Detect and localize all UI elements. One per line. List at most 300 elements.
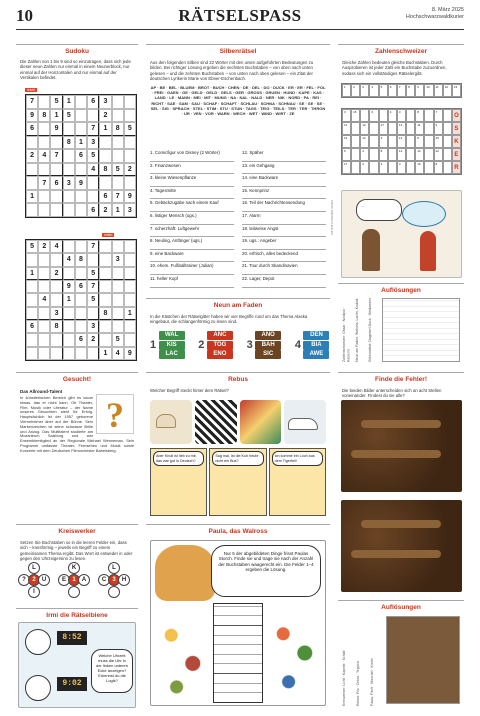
- zahlen-cell[interactable]: [406, 135, 415, 148]
- kreis-circles[interactable]: [18, 562, 136, 602]
- sudoku-cell[interactable]: 1: [75, 136, 87, 150]
- sudoku-cell[interactable]: [75, 109, 87, 123]
- sudoku-grid-medium[interactable]: [25, 239, 137, 361]
- sudoku-cell[interactable]: 9: [63, 280, 75, 293]
- sudoku-grid-easy[interactable]: [25, 94, 137, 218]
- sudoku-cell[interactable]: 1: [26, 267, 38, 280]
- sudoku-cell[interactable]: [38, 253, 50, 266]
- zahlen-key-cell[interactable]: [424, 84, 433, 97]
- sudoku-cell[interactable]: [112, 109, 124, 123]
- sudoku-cell[interactable]: 4: [38, 293, 50, 306]
- sudoku-cell[interactable]: 4: [63, 253, 75, 266]
- sudoku-cell[interactable]: [75, 307, 87, 320]
- kreis-circle[interactable]: [108, 586, 120, 598]
- sudoku-cell[interactable]: [63, 203, 75, 217]
- sudoku-cell[interactable]: [87, 307, 99, 320]
- faden-puzzle[interactable]: [247, 328, 282, 362]
- sudoku-cell[interactable]: [38, 280, 50, 293]
- sudoku-cell[interactable]: [63, 240, 75, 253]
- sudoku-cell[interactable]: 4: [112, 347, 124, 360]
- paula-answer-grid[interactable]: [213, 603, 263, 703]
- sudoku-cell[interactable]: [124, 176, 136, 190]
- faden-tile[interactable]: BIA: [303, 341, 329, 350]
- sudoku-cell[interactable]: [99, 253, 111, 266]
- zahlen-cell[interactable]: [424, 109, 433, 122]
- sudoku-cell[interactable]: 6: [87, 95, 99, 109]
- sudoku-cell[interactable]: 6: [26, 320, 38, 333]
- silben-clue-row[interactable]: 19. ugs.: Angeber: [242, 237, 326, 250]
- sudoku-cell[interactable]: 3: [50, 307, 62, 320]
- sudoku-cell[interactable]: 7: [50, 149, 62, 163]
- zahlen-cell[interactable]: [415, 161, 424, 174]
- sudoku-cell[interactable]: [50, 293, 62, 306]
- sudoku-cell[interactable]: [50, 333, 62, 346]
- kreis-circle[interactable]: C: [98, 574, 110, 586]
- zahlen-key-cell[interactable]: [415, 84, 424, 97]
- sudoku-cell[interactable]: 7: [26, 95, 38, 109]
- faden-tile[interactable]: ANO: [255, 331, 281, 340]
- sudoku-cell[interactable]: [26, 293, 38, 306]
- zahlen-cell[interactable]: [360, 135, 369, 148]
- sudoku-cell[interactable]: [112, 136, 124, 150]
- zahlen-cell[interactable]: [452, 122, 461, 135]
- zahlen-cell[interactable]: [397, 148, 406, 161]
- zahlen-key-cell[interactable]: [443, 84, 452, 97]
- sudoku-cell[interactable]: 5: [87, 149, 99, 163]
- sudoku-cell[interactable]: [75, 267, 87, 280]
- zahlen-key-cell[interactable]: [360, 84, 369, 97]
- sudoku-cell[interactable]: [75, 122, 87, 136]
- zahlen-key-cell[interactable]: [379, 84, 388, 97]
- kreis-circle[interactable]: L: [28, 562, 40, 574]
- sudoku-cell[interactable]: 7: [38, 176, 50, 190]
- sudoku-cell[interactable]: [99, 240, 111, 253]
- zahlen-cell[interactable]: [342, 135, 351, 148]
- silben-clue-row[interactable]: 18. teilweise Angst: [242, 225, 326, 238]
- kreis-circle[interactable]: ?: [18, 574, 30, 586]
- sudoku-cell[interactable]: 3: [87, 136, 99, 150]
- sudoku-cell[interactable]: [38, 267, 50, 280]
- sudoku-cell[interactable]: [50, 347, 62, 360]
- sudoku-cell[interactable]: [38, 190, 50, 204]
- faden-tile[interactable]: ENO: [207, 350, 233, 359]
- zahlen-cell[interactable]: [369, 135, 378, 148]
- sudoku-cell[interactable]: [124, 95, 136, 109]
- sudoku-cell[interactable]: [99, 320, 111, 333]
- zahlen-cell[interactable]: [388, 161, 397, 174]
- sudoku-cell[interactable]: 6: [99, 190, 111, 204]
- faden-tile[interactable]: LAC: [159, 350, 185, 359]
- silben-clue-row[interactable]: 7. scherzhaft: Luftgewehr: [150, 225, 234, 238]
- zahlen-cell[interactable]: [369, 109, 378, 122]
- sudoku-cell[interactable]: [50, 163, 62, 177]
- zahlen-cell[interactable]: [434, 135, 443, 148]
- kreis-circle[interactable]: 1: [68, 574, 80, 586]
- sudoku-cell[interactable]: 5: [112, 333, 124, 346]
- silben-clue-row[interactable]: 17. Alarm: [242, 212, 326, 225]
- sudoku-cell[interactable]: [75, 240, 87, 253]
- zahlen-cell[interactable]: [351, 161, 360, 174]
- silben-clue-row[interactable]: 1. Comicfigur von Disney (2 Wörter): [150, 149, 234, 162]
- sudoku-cell[interactable]: [75, 293, 87, 306]
- sudoku-cell[interactable]: [26, 307, 38, 320]
- sudoku-cell[interactable]: 9: [50, 122, 62, 136]
- sudoku-cell[interactable]: 1: [63, 95, 75, 109]
- kreis-circle[interactable]: U: [38, 574, 50, 586]
- zahlen-cell[interactable]: [424, 135, 433, 148]
- sudoku-cell[interactable]: 6: [26, 122, 38, 136]
- sudoku-cell[interactable]: 2: [50, 267, 62, 280]
- sudoku-cell[interactable]: [26, 176, 38, 190]
- sudoku-cell[interactable]: [124, 293, 136, 306]
- faden-tile[interactable]: AWE: [303, 350, 329, 359]
- sudoku-cell[interactable]: [112, 240, 124, 253]
- sudoku-cell[interactable]: [124, 240, 136, 253]
- silben-clue-row[interactable]: 22. Lager, Depot: [242, 275, 326, 288]
- sudoku-cell[interactable]: 4: [50, 240, 62, 253]
- sudoku-cell[interactable]: [63, 149, 75, 163]
- faden-tile[interactable]: BAH: [255, 341, 281, 350]
- zahlen-cell[interactable]: [342, 122, 351, 135]
- silben-clue-row[interactable]: 5. Gebäckzugabe nach einem Kauf: [150, 199, 234, 212]
- zahlen-cell[interactable]: [351, 135, 360, 148]
- sudoku-cell[interactable]: [99, 333, 111, 346]
- sudoku-cell[interactable]: [38, 333, 50, 346]
- sudoku-cell[interactable]: 7: [87, 240, 99, 253]
- zahlen-cell[interactable]: [452, 135, 461, 148]
- zahlen-cell[interactable]: [424, 148, 433, 161]
- faden-tile[interactable]: WAL: [159, 331, 185, 340]
- sudoku-cell[interactable]: [112, 320, 124, 333]
- sudoku-cell[interactable]: [63, 163, 75, 177]
- sudoku-cell[interactable]: [26, 203, 38, 217]
- silben-clue-row[interactable]: 9. eine Backware: [150, 250, 234, 263]
- sudoku-cell[interactable]: [112, 280, 124, 293]
- sudoku-cell[interactable]: [124, 253, 136, 266]
- zahlen-key-cell[interactable]: [369, 84, 378, 97]
- sudoku-cell[interactable]: [99, 267, 111, 280]
- sudoku-cell[interactable]: [87, 347, 99, 360]
- sudoku-cell[interactable]: 5: [50, 95, 62, 109]
- zahlen-cell[interactable]: [406, 109, 415, 122]
- sudoku-cell[interactable]: 3: [124, 203, 136, 217]
- sudoku-cell[interactable]: 9: [124, 190, 136, 204]
- sudoku-cell[interactable]: [63, 347, 75, 360]
- sudoku-cell[interactable]: 8: [99, 307, 111, 320]
- zahlen-cell[interactable]: [424, 122, 433, 135]
- zahlen-key-cell[interactable]: [351, 84, 360, 97]
- sudoku-cell[interactable]: 8: [112, 122, 124, 136]
- sudoku-cell[interactable]: [124, 280, 136, 293]
- silben-clue-row[interactable]: 12. Späher: [242, 149, 326, 162]
- sudoku-cell[interactable]: 2: [124, 163, 136, 177]
- sudoku-cell[interactable]: 7: [87, 122, 99, 136]
- silben-clue-row[interactable]: 13. ein Gehgang: [242, 162, 326, 175]
- sudoku-cell[interactable]: 7: [112, 190, 124, 204]
- silben-clue-row[interactable]: 10. ehem. Fußballtrainer (Julian): [150, 262, 234, 275]
- sudoku-cell[interactable]: 6: [75, 333, 87, 346]
- zahlen-cell[interactable]: [452, 161, 461, 174]
- zahlen-cell[interactable]: [360, 122, 369, 135]
- sudoku-cell[interactable]: [50, 190, 62, 204]
- sudoku-cell[interactable]: 1: [26, 190, 38, 204]
- zahlen-cell[interactable]: [434, 122, 443, 135]
- sudoku-cell[interactable]: [38, 320, 50, 333]
- zahlen-cell[interactable]: [452, 148, 461, 161]
- zahlen-cell[interactable]: [342, 161, 351, 174]
- sudoku-cell[interactable]: [38, 95, 50, 109]
- sudoku-cell[interactable]: 1: [50, 109, 62, 123]
- sudoku-cell[interactable]: [50, 280, 62, 293]
- sudoku-cell[interactable]: 1: [99, 347, 111, 360]
- silben-clue-row[interactable]: 21. Tour durch Skandinavien: [242, 262, 326, 275]
- zahlen-cell[interactable]: [369, 148, 378, 161]
- sudoku-cell[interactable]: [75, 190, 87, 204]
- sudoku-cell[interactable]: 5: [112, 163, 124, 177]
- zahlen-cell[interactable]: [342, 148, 351, 161]
- sudoku-cell[interactable]: [99, 149, 111, 163]
- sudoku-cell[interactable]: 8: [38, 109, 50, 123]
- sudoku-cell[interactable]: [26, 333, 38, 346]
- sudoku-cell[interactable]: 8: [75, 253, 87, 266]
- sudoku-cell[interactable]: [124, 320, 136, 333]
- silben-clue-row[interactable]: 3. kleine Wiesenpflanze: [150, 174, 234, 187]
- zahlen-cell[interactable]: [388, 135, 397, 148]
- sudoku-cell[interactable]: 3: [99, 95, 111, 109]
- sudoku-cell[interactable]: [38, 203, 50, 217]
- silben-clue-row[interactable]: 11. heller Kopf: [150, 275, 234, 288]
- silben-clue-row[interactable]: 16. Teil der Nachrichtensendung: [242, 199, 326, 212]
- sudoku-cell[interactable]: 8: [63, 136, 75, 150]
- faden-puzzles[interactable]: [150, 328, 330, 362]
- zahlen-cell[interactable]: [379, 109, 388, 122]
- zahlen-cell[interactable]: [397, 122, 406, 135]
- sudoku-cell[interactable]: [87, 253, 99, 266]
- sudoku-cell[interactable]: 3: [112, 253, 124, 266]
- sudoku-cell[interactable]: 4: [87, 163, 99, 177]
- zahlen-cell[interactable]: [434, 148, 443, 161]
- sudoku-cell[interactable]: [63, 307, 75, 320]
- faden-puzzle[interactable]: [295, 328, 330, 362]
- sudoku-cell[interactable]: [75, 320, 87, 333]
- sudoku-cell[interactable]: [38, 163, 50, 177]
- sudoku-cell[interactable]: 9: [26, 109, 38, 123]
- zahlen-key-cell[interactable]: [452, 84, 461, 97]
- sudoku-cell[interactable]: [75, 95, 87, 109]
- sudoku-cell[interactable]: [50, 203, 62, 217]
- zahlen-cell[interactable]: [415, 109, 424, 122]
- sudoku-cell[interactable]: 6: [87, 203, 99, 217]
- sudoku-cell[interactable]: [63, 320, 75, 333]
- kreis-circle[interactable]: 2: [28, 574, 40, 586]
- silben-clue-row[interactable]: 6. listiger Mensch (ugs.): [150, 212, 234, 225]
- zahlen-cell[interactable]: [360, 109, 369, 122]
- sudoku-cell[interactable]: 1: [63, 293, 75, 306]
- kreis-circle[interactable]: I: [28, 586, 40, 598]
- sudoku-cell[interactable]: [112, 293, 124, 306]
- kreis-circle[interactable]: K: [68, 562, 80, 574]
- zahlen-cell[interactable]: [351, 122, 360, 135]
- sudoku-cell[interactable]: [99, 293, 111, 306]
- faden-tile[interactable]: ANC: [207, 331, 233, 340]
- spot-difference-image-2[interactable]: [341, 500, 462, 592]
- zahlen-cell[interactable]: [351, 148, 360, 161]
- sudoku-cell[interactable]: [99, 136, 111, 150]
- zahlen-cell[interactable]: [434, 109, 443, 122]
- faden-tile[interactable]: SIC: [255, 350, 281, 359]
- zahlen-cell[interactable]: [351, 109, 360, 122]
- sudoku-cell[interactable]: 1: [112, 203, 124, 217]
- zahlen-cell[interactable]: [406, 122, 415, 135]
- faden-puzzle[interactable]: [198, 328, 233, 362]
- spot-difference-image-1[interactable]: [341, 400, 462, 492]
- sudoku-cell[interactable]: [38, 136, 50, 150]
- sudoku-cell[interactable]: [38, 307, 50, 320]
- sudoku-cell[interactable]: [124, 109, 136, 123]
- sudoku-cell[interactable]: [50, 253, 62, 266]
- sudoku-cell[interactable]: [63, 190, 75, 204]
- kreis-circle[interactable]: [68, 586, 80, 598]
- sudoku-cell[interactable]: 1: [99, 122, 111, 136]
- zahlen-cell[interactable]: [379, 161, 388, 174]
- zahlen-cell[interactable]: [452, 109, 461, 122]
- zahlen-cell[interactable]: [443, 109, 452, 122]
- sudoku-cell[interactable]: [124, 136, 136, 150]
- zahlen-cell[interactable]: [397, 135, 406, 148]
- sudoku-cell[interactable]: [38, 122, 50, 136]
- silben-clue-row[interactable]: 15. Kennprinz: [242, 187, 326, 200]
- sudoku-cell[interactable]: [75, 347, 87, 360]
- zahlen-cell[interactable]: [388, 109, 397, 122]
- sudoku-cell[interactable]: 2: [87, 333, 99, 346]
- sudoku-cell[interactable]: [87, 176, 99, 190]
- sudoku-cell[interactable]: [38, 347, 50, 360]
- sudoku-cell[interactable]: 7: [87, 280, 99, 293]
- silben-clue-row[interactable]: 4. Tagesmitte: [150, 187, 234, 200]
- silben-clue-row[interactable]: 14. eine Backware: [242, 174, 326, 187]
- zahlen-cell[interactable]: [406, 148, 415, 161]
- sudoku-cell[interactable]: [50, 136, 62, 150]
- sudoku-cell[interactable]: 5: [87, 267, 99, 280]
- silben-clue-row[interactable]: 20. erfrisch, alles bedeckend: [242, 250, 326, 263]
- sudoku-cell[interactable]: 8: [50, 320, 62, 333]
- zahlen-grid[interactable]: [341, 108, 462, 175]
- sudoku-cell[interactable]: [26, 253, 38, 266]
- zahlen-cell[interactable]: [379, 135, 388, 148]
- kreis-circle[interactable]: A: [78, 574, 90, 586]
- sudoku-cell[interactable]: [87, 190, 99, 204]
- sudoku-cell[interactable]: 5: [124, 122, 136, 136]
- sudoku-cell[interactable]: [112, 149, 124, 163]
- sudoku-cell[interactable]: 2: [38, 240, 50, 253]
- sudoku-cell[interactable]: [26, 136, 38, 150]
- faden-tile[interactable]: KIS: [159, 341, 185, 350]
- zahlen-cell[interactable]: [443, 135, 452, 148]
- zahlen-cell[interactable]: [424, 161, 433, 174]
- sudoku-cell[interactable]: 6: [50, 176, 62, 190]
- sudoku-cell[interactable]: [124, 333, 136, 346]
- silben-clue-row[interactable]: 8. Neuling, Anfänger (ugs.): [150, 237, 234, 250]
- zahlen-cell[interactable]: [360, 161, 369, 174]
- sudoku-cell[interactable]: [112, 95, 124, 109]
- faden-puzzle[interactable]: [150, 328, 185, 362]
- zahlen-cell[interactable]: [443, 122, 452, 135]
- sudoku-cell[interactable]: 3: [63, 176, 75, 190]
- zahlen-cell[interactable]: [415, 135, 424, 148]
- zahlen-cell[interactable]: [415, 122, 424, 135]
- sudoku-cell[interactable]: 6: [75, 149, 87, 163]
- sudoku-cell[interactable]: [124, 267, 136, 280]
- sudoku-cell[interactable]: [75, 203, 87, 217]
- sudoku-cell[interactable]: [63, 267, 75, 280]
- sudoku-cell[interactable]: 4: [38, 149, 50, 163]
- zahlen-cell[interactable]: [369, 161, 378, 174]
- sudoku-cell[interactable]: [63, 333, 75, 346]
- sudoku-cell[interactable]: 9: [75, 176, 87, 190]
- sudoku-cell[interactable]: 2: [26, 149, 38, 163]
- zahlen-cell[interactable]: [388, 148, 397, 161]
- sudoku-cell[interactable]: 2: [99, 109, 111, 123]
- faden-tile[interactable]: TOG: [207, 341, 233, 350]
- kreis-circle[interactable]: 3: [108, 574, 120, 586]
- sudoku-cell[interactable]: [87, 109, 99, 123]
- zahlen-key-cell[interactable]: [397, 84, 406, 97]
- sudoku-cell[interactable]: [124, 149, 136, 163]
- zahlen-cell[interactable]: [379, 148, 388, 161]
- sudoku-cell[interactable]: 3: [87, 320, 99, 333]
- zahlen-cell[interactable]: [342, 109, 351, 122]
- sudoku-cell[interactable]: 8: [99, 163, 111, 177]
- sudoku-cell[interactable]: 9: [124, 347, 136, 360]
- sudoku-cell[interactable]: [26, 280, 38, 293]
- kreis-circle[interactable]: H: [118, 574, 130, 586]
- zahlen-cell[interactable]: [397, 109, 406, 122]
- zahlen-cell[interactable]: [379, 122, 388, 135]
- faden-tile[interactable]: DEN: [303, 331, 329, 340]
- zahlen-cell[interactable]: [397, 161, 406, 174]
- sudoku-cell[interactable]: [26, 347, 38, 360]
- sudoku-cell[interactable]: 5: [26, 240, 38, 253]
- zahlen-cell[interactable]: [388, 122, 397, 135]
- silben-clue-row[interactable]: 2. Finanzwesen: [150, 162, 234, 175]
- sudoku-cell[interactable]: [63, 122, 75, 136]
- zahlen-cell[interactable]: [406, 161, 415, 174]
- zahlen-cell[interactable]: [434, 161, 443, 174]
- kreis-circle[interactable]: E: [58, 574, 70, 586]
- sudoku-cell[interactable]: 6: [75, 280, 87, 293]
- sudoku-cell[interactable]: [112, 307, 124, 320]
- zahlen-cell[interactable]: [415, 148, 424, 161]
- sudoku-cell[interactable]: 2: [99, 203, 111, 217]
- sudoku-cell[interactable]: [26, 163, 38, 177]
- zahlen-cell[interactable]: [443, 148, 452, 161]
- zahlen-cell[interactable]: [443, 161, 452, 174]
- sudoku-cell[interactable]: [99, 176, 111, 190]
- zahlen-key-cell[interactable]: [434, 84, 443, 97]
- sudoku-cell[interactable]: [112, 176, 124, 190]
- zahlen-cell[interactable]: [360, 148, 369, 161]
- sudoku-cell[interactable]: 1: [124, 307, 136, 320]
- sudoku-cell[interactable]: [112, 267, 124, 280]
- sudoku-cell[interactable]: 5: [63, 109, 75, 123]
- zahlen-key-cell[interactable]: [388, 84, 397, 97]
- sudoku-cell[interactable]: [75, 163, 87, 177]
- zahlen-key-cell[interactable]: [406, 84, 415, 97]
- zahlen-cell[interactable]: [369, 122, 378, 135]
- kreis-circle[interactable]: L: [108, 562, 120, 574]
- zahlen-key-cell[interactable]: [342, 84, 351, 97]
- sudoku-cell[interactable]: 5: [87, 293, 99, 306]
